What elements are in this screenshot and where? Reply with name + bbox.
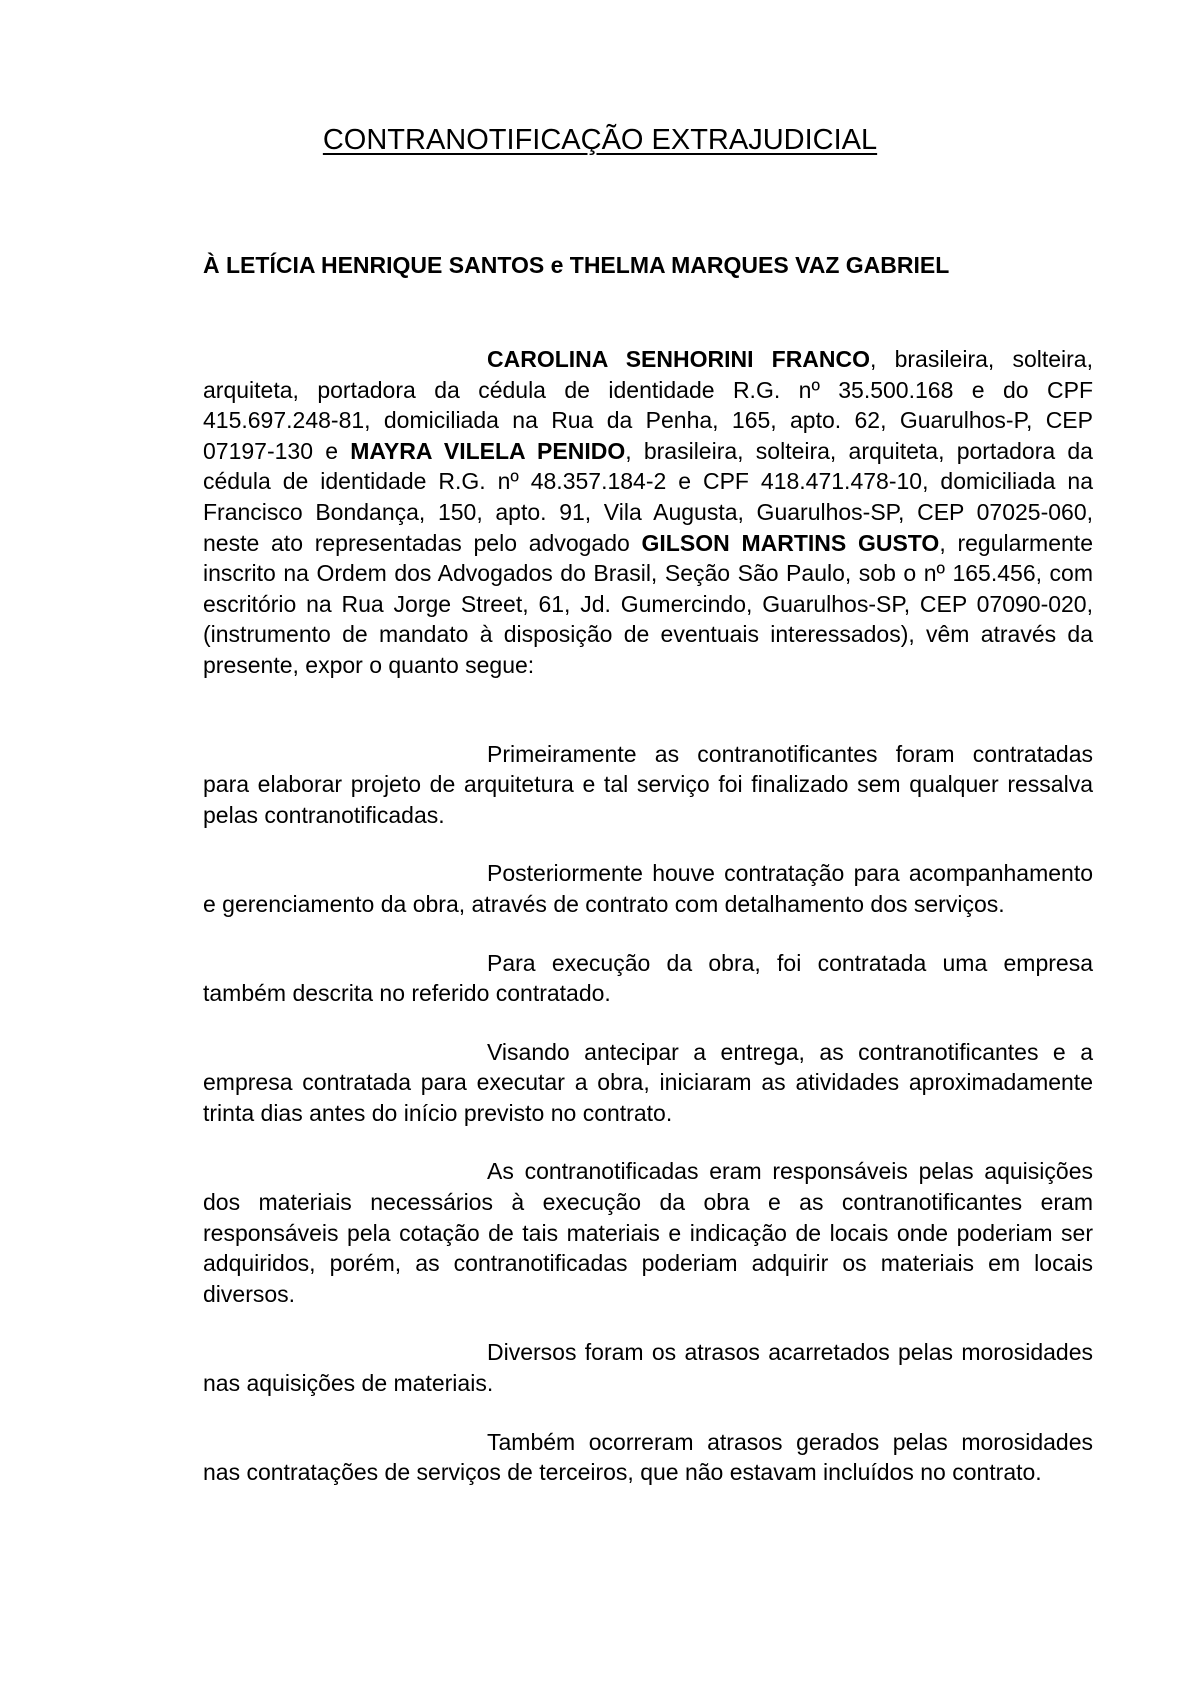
paragraph-5: As contranotificadas eram responsáveis pelas aquisições dos materiais necessários à execução da obra e as contranotificantes eram responsáveis pela cotação de tais materiais e indicação de locais onde poderiam ser adquiridos, porém, as contranotificadas poderiam adquirir os materiais em locais diversos.	[203, 1158, 1093, 1307]
paragraph-7: Também ocorreram atrasos gerados pelas morosidades nas contratações de serviços de terceiros, que não estavam incluídos no contrato.	[203, 1428, 1093, 1486]
party2-name: MAYRA VILELA PENIDO	[350, 437, 626, 464]
lawyer-name: GILSON MARTINS GUSTO	[641, 529, 940, 556]
party2-details: , brasileira, solteira, arquiteta, portadora da cédula de identidade R.G. nº 48.357.184-2 e CPF 418.471.478-10, domiciliada na Francisco Bondança, 150, apto. 91, Vila Augusta, Guarulhos-SP, CEP 07025-060, neste ato representadas pelo advogado	[203, 437, 1093, 556]
paragraph-1: Primeiramente as contranotificantes foram contratadas para elaborar projeto de arquitetura e tal serviço foi finalizado sem qualquer ressalva pelas contranotificadas.	[203, 740, 1093, 828]
paragraph-6: Diversos foram os atrasos acarretados pelas morosidades nas aquisições de materiais.	[203, 1339, 1093, 1397]
paragraph-3: Para execução da obra, foi contratada uma empresa também descrita no referido contratado.	[203, 949, 1093, 1007]
party1-details: , brasileira, solteira, arquiteta, portadora da cédula de identidade R.G. nº 35.500.168 e do CPF 415.697.248-81, domiciliada na Rua da Penha, 165, apto. 62, Guarulhos-P, CEP 07197-130 e	[203, 346, 1093, 464]
party1-name: CAROLINA SENHORINI FRANCO	[487, 346, 871, 372]
document-body	[203, 344, 1093, 1488]
document-title: CONTRANOTIFICAÇÃO EXTRAJUDICIAL	[322, 124, 878, 156]
addressee-line: À LETÍCIA HENRIQUE SANTOS e THELMA MARQUES VAZ GABRIEL	[203, 252, 950, 278]
paragraph-2: Posteriormente houve contratação para acompanhamento e gerenciamento da obra, através de contrato com detalhamento dos serviços.	[203, 860, 1093, 917]
intro-paragraph	[203, 344, 1093, 681]
paragraph-4: Visando antecipar a entrega, as contranotificantes e a empresa contratada para executar a obra, iniciaram as atividades aproximadamente trinta dias antes do início previsto no contrato.	[203, 1038, 1093, 1126]
lawyer-details: , regularmente inscrito na Ordem dos Advogados do Brasil, Seção São Paulo, sob o nº 165.456, com escritório na Rua Jorge Street, 61, Jd. Gumercindo, Guarulhos-SP, CEP 07090-020, (instrumento de mandato à disposição de eventuais interessados), vêm através da presente, expor o quanto segue:	[203, 529, 1093, 678]
